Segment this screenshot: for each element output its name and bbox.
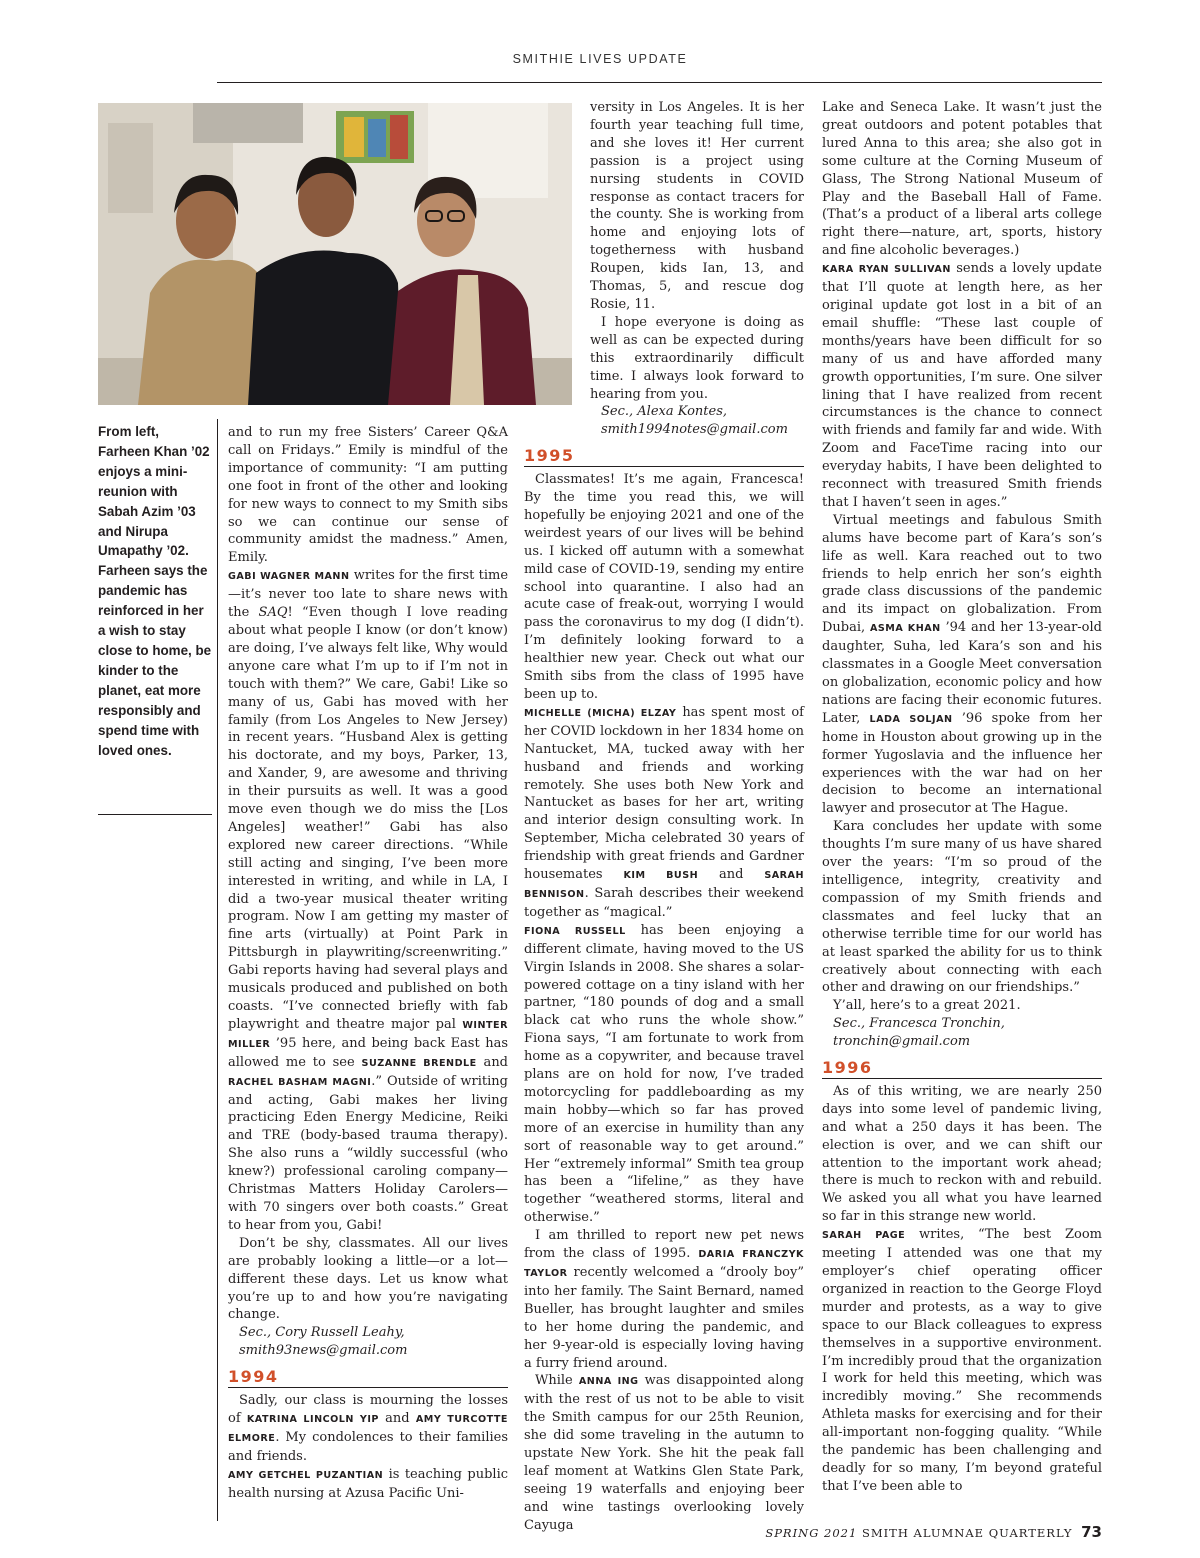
secretary-email: smith1994notes@gmail.com [601, 422, 788, 438]
secretary-name: Sec., Alexa Kontes, [601, 404, 728, 420]
text-run: While [535, 1373, 579, 1389]
alum-name: GABI WAGNER MANN [228, 571, 350, 583]
class-year-heading: 1994 [228, 1368, 508, 1388]
paragraph: Lake and Seneca Lake. It wasn’t just the great outdoors and potent potables that lured Anna to this area; she also got in some culture at the Corning Museum of Glass, The Strong National Museum of Play and the Baseball Hall of Fame. (That’s a product of a liberal arts college right there—nature, art, sports, history and fine alcoholic beverages.) [822, 100, 1102, 259]
magazine-name: SMITH ALUMNAE QUARTERLY [861, 1526, 1073, 1540]
paragraph [228, 567, 508, 1235]
paragraph: Classmates! It’s me again, Francesca! By the time you read this, we will hopefully be enjoying 2021 and one of the weirdest years of our lives will be behind us. I kicked off autumn with a somewhat mild case of COVID-19, sending my entire school into quarantine. I also had an acute case of freak-out, worrying I would pass the coronavirus to my dog (I didn’t). I’m definitely looking forward to a healthier new year. Check out what our Smith sibs from the class of 1995 have been up to. [524, 472, 804, 702]
paragraph [524, 1372, 804, 1534]
alum-name: KIM BUSH [623, 870, 699, 882]
alum-name: KATRINA LINCOLN YIP [246, 1413, 379, 1425]
paragraph: I hope everyone is doing as well as can be expected during this extraordinarily difficult time. I always look forward to hearing from you. [590, 314, 804, 402]
magazine-title: SAQ [258, 605, 288, 621]
class-year-heading: 1995 [524, 447, 804, 467]
column-3 [822, 99, 1102, 1496]
section-header: SMITHIE LIVES UPDATE [512, 52, 688, 66]
secretary-name: Sec., Cory Russell Leahy, [239, 1325, 405, 1341]
alum-name: AMY TURCOTTE ELMORE [228, 1413, 508, 1444]
photo-caption: From left, Farheen Khan ’02 enjoys a mini-reunion with Sabah Azim ’03 and Nirupa Umapathy ’02. Farheen says the pandemic has reinforced in her a wish to stay close to home, be kinder to the planet, eat more responsibly and spend time with loved ones. [98, 424, 212, 758]
column-rule [217, 419, 218, 1521]
alum-name: SARAH PAGE [822, 1230, 906, 1242]
paragraph [228, 1466, 508, 1503]
secretary-email: smith93news@gmail.com [239, 1343, 408, 1359]
alum-name: FIONA RUSSELL [524, 925, 626, 937]
alum-name: ASMA KHAN [869, 623, 941, 635]
paragraph: As of this writing, we are nearly 250 days into some level of pandemic living, and what a 250 days it has been. The election is over, and we can shift our attention to the important work ahead; there is much to reckon with and rebuild. We asked you all what you have learned so far in this strange new world. [822, 1083, 1102, 1225]
text-run: and [476, 1054, 509, 1070]
text-run: I am thrilled to report new pet news from the class of 1995. [524, 1228, 804, 1262]
secretary-email: tronchin@gmail.com [833, 1034, 971, 1050]
secretary-name: Sec., Francesca Tronchin, [833, 1016, 1005, 1032]
alum-name: SUZANNE BRENDLE [361, 1057, 477, 1069]
text-run: writes, “The best Zoom meeting I attended was one that my employer’s chief operating officer organized in reaction to the George Floyd murder and protests, as a way to give space to our Black colleagues to express themselves in a supportive environment. I’m incredibly proud that the organization I work for held this meeting, which was incredibly moving.” She recommends Athleta masks for exercising and for their all-important non-fogging quality. “While the pandemic has been challenging and deadly for so many, I’m beyond grateful that I’ve been able to [822, 1227, 1102, 1494]
paragraph: Y’all, here’s to a great 2021. [833, 998, 1021, 1014]
text-run: .” Outside of writing and acting, Gabi makes her living practicing Eden Energy Medicine, Reiki and TRE (body-based trauma therapy). She also runs a “wildly successful (who knew?) professional caroling company—Christmas Matters Holiday Carolers—with 70 singers over both coasts.” Great to hear from you, Gabi! [228, 1073, 508, 1233]
text-run: and [378, 1410, 416, 1426]
column-1 [228, 424, 508, 1502]
alum-name: KARA RYAN SULLIVAN [822, 264, 951, 276]
paragraph: Don’t be shy, classmates. All our lives are probably looking a little—or a lot—different these days. Let us know what you’re up to and how you’re navigating change. [228, 1235, 508, 1323]
page-footer [765, 1523, 1102, 1541]
text-run: was disappointed along with the rest of us not to be able to visit the Smith campus for our 25th Reunion, she did some traveling in the autumn to upstate New York. She hit the peak fall leaf moment at Watkins Glen State Park, seeing 19 waterfalls and enjoying beer and wine tastings overlooking lovely Cayuga [524, 1373, 804, 1533]
text-run: Sadly, our class is mourning the losses of [228, 1393, 508, 1426]
issue-season: SPRING 2021 [765, 1526, 858, 1540]
class-year-heading: 1996 [822, 1059, 1102, 1079]
paragraph [524, 1227, 804, 1372]
page-number: 73 [1081, 1523, 1102, 1541]
paragraph: Kara concludes her update with some thoughts I’m sure many of us have shared over the years: “I’m so proud of the intelligence, integrity, creativity and compassion of my Smith friends and classmates and feel lucky that an otherwise terrible time for our world has at least sparked the ability for us to think creatively about connecting with each other and drawing on our friendships.” [822, 819, 1102, 996]
text-run: has spent most of her COVID lockdown in her 1834 home on Nantucket, MA, tucked away with her husband and friends and working remotely. She uses both New York and Nantucket as bases for her art, writing and interior design consulting work. In September, Micha celebrated 30 years of friendship with great friends and Gardner housemates [524, 704, 804, 883]
text-run: . My condolences to their families and friends. [228, 1429, 508, 1464]
text-run: and [698, 867, 765, 883]
alum-name: LADA SOLJAN [869, 713, 953, 725]
text-run: . Sarah describes their weekend together as “magical.” [524, 885, 804, 920]
text-run: writes for the first time—it’s never too late to share news with the [228, 568, 509, 621]
paragraph: and to run my free Sisters’ Career Q&A call on Fridays.” Emily is mindful of the importance of community: “I am putting one foot in front of the other and looking for new ways to connect to my Smith sibs so we can continue our sense of community amidst the madness.” Amen, Emily. [228, 425, 508, 566]
paragraph [524, 704, 804, 922]
caption-rule [98, 814, 212, 815]
paragraph [822, 512, 1102, 818]
text-run: sends a lovely update that I’ll quote at length here, as her original update got lost in a bit of an email shuffle: “These last couple of months/years have been difficult for so many of us and have afforded many growth opportunities, I’m sure. One silver lining that I have realized from recent circumstances is the chance to connect with friends and family far and wide. With Zoom and FaceTime racing into our everyday habits, I have been delighted to reconnect with treasured Smith friends that I haven’t seen in ages.” [822, 261, 1102, 510]
text-run: has been enjoying a different climate, having moved to the US Virgin Islands in 2008. She shares a solar-powered cottage on a tiny island with her partner, “180 pounds of dog and a small black cat who runs the whole show.” Fiona says, “I am fortunate to work from home as a copywriter, and because travel plans are on hold for now, I’ve traded motorcycling for paddleboarding as my main hobby—which so far has proved more of an exercise in humility than any sort of reasonable way to get around.” Her “extremely informal” Smith tea group has been a “lifeline,” as they have together “weathered storms, literal and otherwise.” [524, 922, 804, 1226]
paragraph [228, 1392, 508, 1466]
alum-name: SARAH BENNISON [524, 870, 804, 900]
photo-illustration [98, 103, 572, 405]
reunion-photo [98, 103, 572, 405]
text-run: ! “Even though I love reading about what people I know (or don’t know) are doing, I’ve always felt like, Why would anyone care what I’m up to if I’m not in touch with them?” We care, Gabi! Like so many of us, Gabi has moved with her family (from Los Angeles to New Jersey) in recent years. “Husband Alex is getting his doctorate, and my boys, Parker, 13, and Xander, 9, are awesome and thriving in their pursuits as well. It was a good move even though we do miss the [Los Angeles] weather!” Gabi has also explored new career directions. “While still acting and singing, I’ve been more interested in writing, and while in LA, I did a two-year musical theater writing program. Now I am getting my master of fine arts (virtually) at Point Park in Pittsburgh in playwriting/screenwriting.” Gabi reports having had several plays and musicals produced and published on both coasts. “I’ve connected briefly with fab playwright and theatre major pal [228, 605, 508, 1032]
paragraph [822, 1226, 1102, 1496]
text-run: ’95 here, and being back East has allowed me to see [228, 1035, 508, 1070]
paragraph [822, 260, 1102, 512]
alum-name: DARIA FRANCZYK TAYLOR [524, 1249, 804, 1279]
text-run: Virtual meetings and fabulous Smith alums have become part of Kara’s son’s life as well. Kara reached out to two friends to help enrich her son’s eighth grade class discussions of the pandemic and its impact on globalization. From Dubai, [822, 512, 1102, 636]
text-run: ’94 and her 13-year-old daughter, Suha, led Kara’s son and his classmates in a Google Meet conversation on globalization, economic policy and how nations are facing their economic futures. Later, [822, 620, 1102, 726]
text-run: ’96 spoke from her home in Houston about growing up in the former Yugoslavia and the influence her experiences with the war had on her decision to become an international lawyer and prosecutor at The Hague. [822, 710, 1102, 817]
alum-name: MICHELLE (MICHA) ELZAY [524, 707, 677, 719]
text-run: is teaching public health nursing at Azusa Pacific Uni- [228, 1466, 509, 1501]
text-run: recently welcomed a “drooly boy” into her family. The Saint Bernard, named Bueller, has brought laughter and smiles to her home during the pandemic, and her 9-year-old is especially loving having a furry friend around. [524, 1265, 804, 1371]
header-rule [217, 82, 1102, 83]
alum-name: WINTER MILLER [228, 1019, 508, 1050]
alum-name: ANNA ING [578, 1376, 639, 1388]
paragraph [524, 922, 804, 1227]
alum-name: RACHEL BASHAM MAGNI [228, 1076, 372, 1088]
alum-name: AMY GETCHEL PUZANTIAN [228, 1469, 384, 1481]
paragraph: versity in Los Angeles. It is her fourth year teaching full time, and she loves it! Her current passion is a project using nursing students in COVID response as contact tracers for the county. She is working from home and enjoying lots of togetherness with husband Roupen, kids Ian, 13, and Thomas, 5, and rescue dog Rosie, 11. [590, 100, 804, 312]
column-2 [524, 99, 804, 1535]
column-2-top [590, 99, 804, 439]
